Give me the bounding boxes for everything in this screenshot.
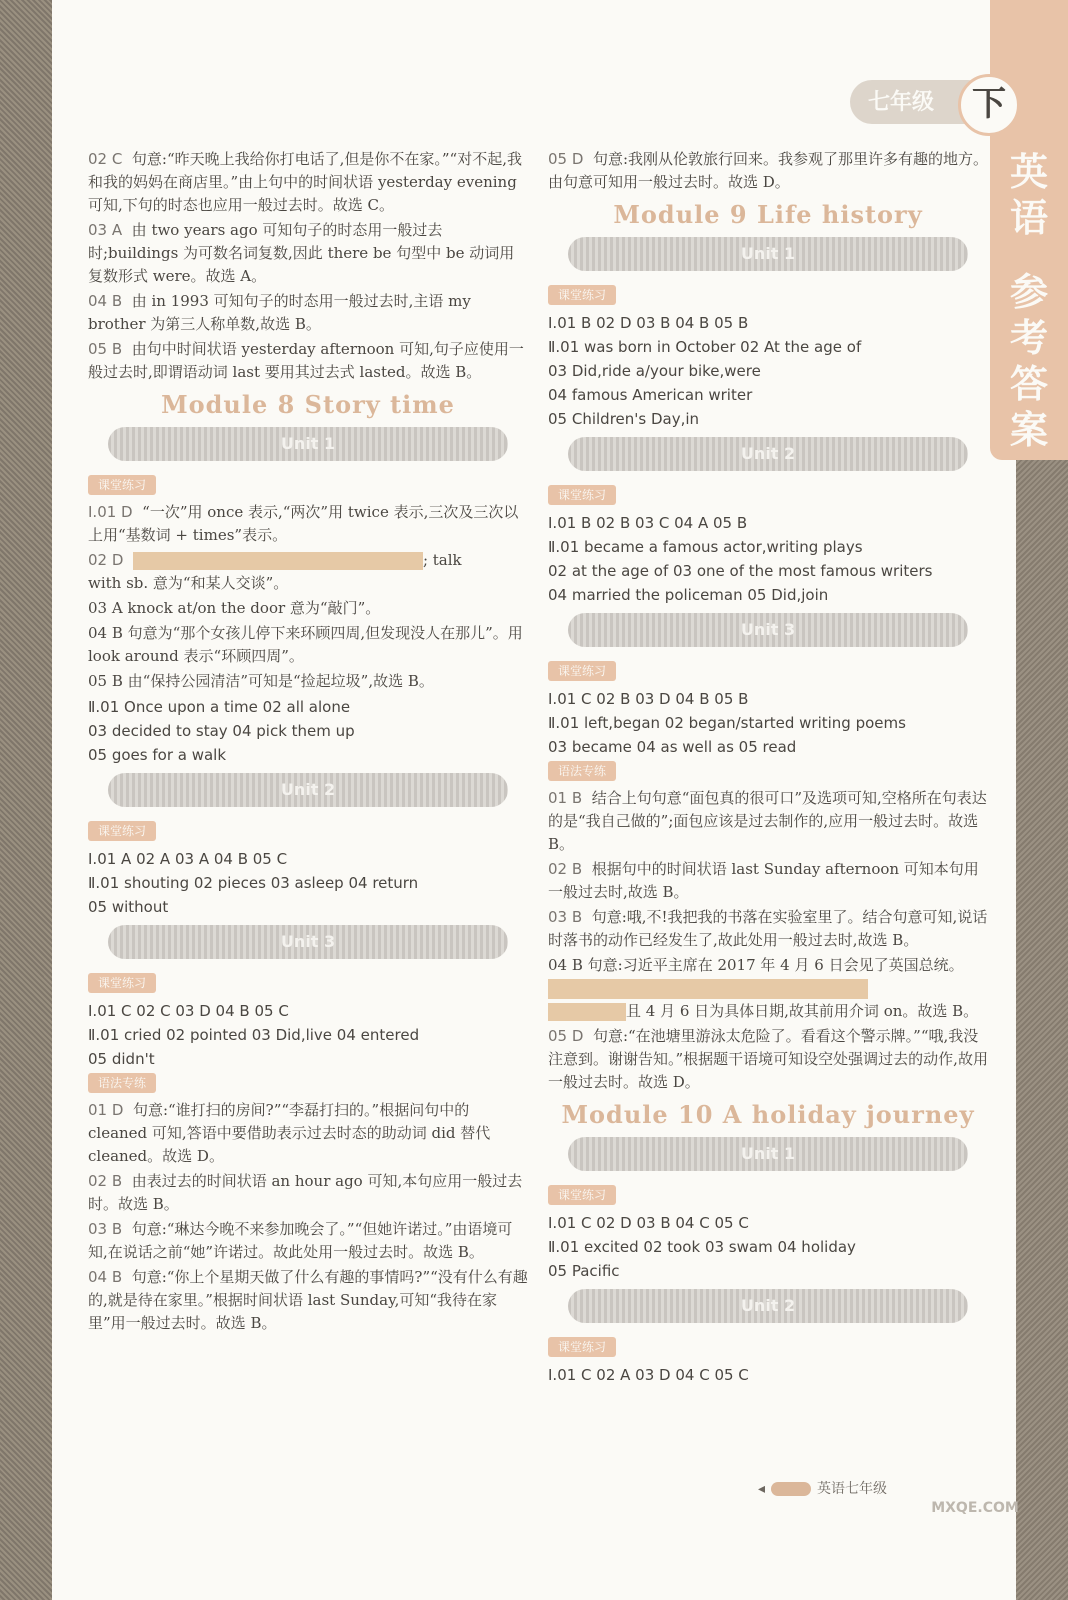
answer-line: 04 married the policeman 05 Did,join — [548, 586, 829, 604]
answer-line: Ⅰ.01 C 02 A 03 D 04 C 05 C — [548, 1366, 749, 1384]
answer-line: 05 without — [88, 898, 169, 916]
section-tag: 课堂练习 — [548, 485, 616, 505]
footer-logo-icon — [771, 1482, 811, 1496]
section-tag: 语法专练 — [88, 1073, 156, 1093]
answer-line: Ⅱ.01 excited 02 took 03 swam 04 holiday — [548, 1238, 856, 1256]
unit-1-bar: Unit 1 — [568, 1137, 968, 1171]
side-title-2: 考 — [1009, 315, 1048, 360]
term-badge: 下 — [958, 74, 1020, 136]
left-column — [88, 148, 528, 1337]
answer-line: 04 famous American writer — [548, 386, 753, 404]
section-tag: 课堂练习 — [548, 1185, 616, 1205]
answer-line: Ⅱ.01 cried 02 pointed 03 Did,live 04 entered — [88, 1026, 420, 1044]
answer-item: 04 B 句意为“那个女孩儿停下来环顾四周,但发现没人在那儿”。用 look around 表示“环顾四周”。 — [88, 624, 523, 665]
answer-item: 03 A knock at/on the door 意为“敲门”。 — [88, 599, 381, 617]
answer-item: Ⅰ.01 D “一次”用 once 表示,“两次”用 twice 表示,三次及三次以上用“基数词 + times”表示。 — [88, 503, 519, 544]
side-title-4: 案 — [1009, 407, 1048, 452]
unit-3-bar: Unit 3 — [108, 925, 508, 959]
answer-item: 05 B 由句中时间状语 yesterday afternoon 可知,句子应使用一般过去时,即谓语动词 last 要用其过去式 lasted。故选 B。 — [88, 340, 524, 381]
highlight-mark — [133, 552, 423, 570]
answer-item: 04 B 句意:习近平主席在 2017 年 4 月 6 日会见了英国总统。 且 4 月 6 日为具体日期,故其前用介词 on。故选 B。 — [548, 956, 979, 1020]
answer-line: 03 decided to stay 04 pick them up — [88, 722, 355, 740]
section-tag: 课堂练习 — [88, 973, 156, 993]
answer-line: Ⅰ.01 A 02 A 03 A 04 B 05 C — [88, 850, 288, 868]
answer-line: 05 didn't — [88, 1050, 155, 1068]
side-subject-1: 英 — [1009, 149, 1048, 194]
section-tag: 课堂练习 — [548, 285, 616, 305]
answer-line: 05 goes for a walk — [88, 746, 227, 764]
grade-label: 七年级 — [850, 80, 990, 124]
answer-item: 04 B 句意:“你上个星期天做了什么有趣的事情吗?”“没有什么有趣的,就是待在家里。”根据时间状语 last Sunday,可知“我待在家里”用一般过去时。故选 B。 — [88, 1268, 528, 1332]
unit-2-bar: Unit 2 — [568, 1289, 968, 1323]
unit-2-bar: Unit 2 — [108, 773, 508, 807]
answer-line: Ⅱ.01 was born in October 02 At the age of — [548, 338, 862, 356]
site-watermark: MXQE.COM — [931, 1500, 1019, 1516]
answer-item: 05 D 句意:我刚从伦敦旅行回来。我参观了那里许多有趣的地方。由句意可知用一般过去时。故选 D。 — [548, 150, 989, 191]
section-tag: 课堂练习 — [548, 1337, 616, 1357]
answer-item: 02 B 根据句中的时间状语 last Sunday afternoon 可知本句用一般过去时,故选 B。 — [548, 860, 979, 901]
answer-line: Ⅰ.01 C 02 B 03 D 04 B 05 B — [548, 690, 749, 708]
page-left-edge — [0, 0, 52, 1600]
answer-item: 04 B 由 in 1993 可知句子的时态用一般过去时,主语 my brother 为第三人称单数,故选 B。 — [88, 292, 471, 333]
answer-line: 05 Pacific — [548, 1262, 620, 1280]
answer-item: 05 D 句意:“在池塘里游泳太危险了。看看这个警示牌。”“哦,我没注意到。谢谢告知。”根据题干语境可知设空处强调过去的动作,故用一般过去时。故选 D。 — [548, 1027, 988, 1091]
answer-line: 03 Did,ride a/your bike,were — [548, 362, 761, 380]
side-title-1: 参 — [1009, 269, 1048, 314]
answer-item: 02 B 由表过去的时间状语 an hour ago 可知,本句应用一般过去时。故选 B。 — [88, 1172, 523, 1213]
side-subject-2: 语 — [1009, 195, 1048, 240]
answer-line: Ⅰ.01 C 02 D 03 B 04 C 05 C — [548, 1214, 749, 1232]
answer-item: 05 B 由“保持公园清洁”可知是“捡起垃圾”,故选 B。 — [88, 672, 434, 690]
page-footer: ◂ 英语七年级 — [758, 1481, 888, 1497]
module-8-title: Module 8 Story time — [161, 390, 455, 419]
section-tag: 课堂练习 — [88, 821, 156, 841]
answer-line: Ⅰ.01 C 02 C 03 D 04 B 05 C — [88, 1002, 289, 1020]
answer-line: 02 at the age of 03 one of the most famous writers — [548, 562, 933, 580]
module-10-title: Module 10 A holiday journey — [561, 1100, 975, 1129]
unit-2-bar: Unit 2 — [568, 437, 968, 471]
answer-item: 03 B 句意:“琳达今晚不来参加晚会了。”“但她许诺过。”由语境可知,在说话之前“她”许诺过。故此处用一般过去时。故选 B。 — [88, 1220, 513, 1261]
answer-item: 02 C 句意:“昨天晚上我给你打电话了,但是你不在家。”“对不起,我和我的妈妈在商店里。”由上句中的时间状语 yesterday evening 可知,下句的时态也应用一般过去时。故选 C。 — [88, 150, 522, 214]
answer-line: Ⅱ.01 became a famous actor,writing plays — [548, 538, 863, 556]
unit-1-bar: Unit 1 — [568, 237, 968, 271]
answer-line: 03 became 04 as well as 05 read — [548, 738, 797, 756]
answer-item: 03 B 句意:哦,不!我把我的书落在实验室里了。结合句意可知,说话时落书的动作已经发生了,故此处用一般过去时,故选 B。 — [548, 908, 988, 949]
right-column — [548, 148, 988, 1387]
module-9-title: Module 9 Life history — [613, 200, 923, 229]
answer-line: Ⅱ.01 shouting 02 pieces 03 asleep 04 return — [88, 874, 419, 892]
answer-item: 01 B 结合上句句意“面包真的很可口”及选项可知,空格所在句表达的是“我自己做的”;面包应该是过去制作的,应用一般过去时。故选 B。 — [548, 789, 987, 853]
answer-item: 02 D ; talk with sb. 意为“和某人交谈”。 — [88, 551, 462, 592]
section-tag: 课堂练习 — [548, 661, 616, 681]
highlight-mark — [548, 1003, 626, 1021]
answer-line: Ⅰ.01 B 02 D 03 B 04 B 05 B — [548, 314, 749, 332]
section-tag: 课堂练习 — [88, 475, 156, 495]
answer-item: 03 A 由 two years ago 可知句子的时态用一般过去时;buildings 为可数名词复数,因此 there be 句型中 be 动词用复数形式 were。故选 A。 — [88, 221, 515, 285]
side-tab — [990, 0, 1068, 460]
answer-line: 05 Children's Day,in — [548, 410, 700, 428]
answer-line: Ⅱ.01 Once upon a time 02 all alone — [88, 698, 351, 716]
section-tag: 语法专练 — [548, 761, 616, 781]
side-title-3: 答 — [1009, 361, 1048, 406]
highlight-mark — [548, 979, 868, 999]
unit-1-bar: Unit 1 — [108, 427, 508, 461]
answer-line: Ⅰ.01 B 02 B 03 C 04 A 05 B — [548, 514, 748, 532]
answer-line: Ⅱ.01 left,began 02 began/started writing poems — [548, 714, 906, 732]
unit-3-bar: Unit 3 — [568, 613, 968, 647]
answer-item: 01 D 句意:“谁打扫的房间?”“李磊打扫的。”根据问句中的 cleaned 可知,答语中要借助表示过去时态的助动词 did 替代 cleaned。故选 D。 — [88, 1101, 491, 1165]
